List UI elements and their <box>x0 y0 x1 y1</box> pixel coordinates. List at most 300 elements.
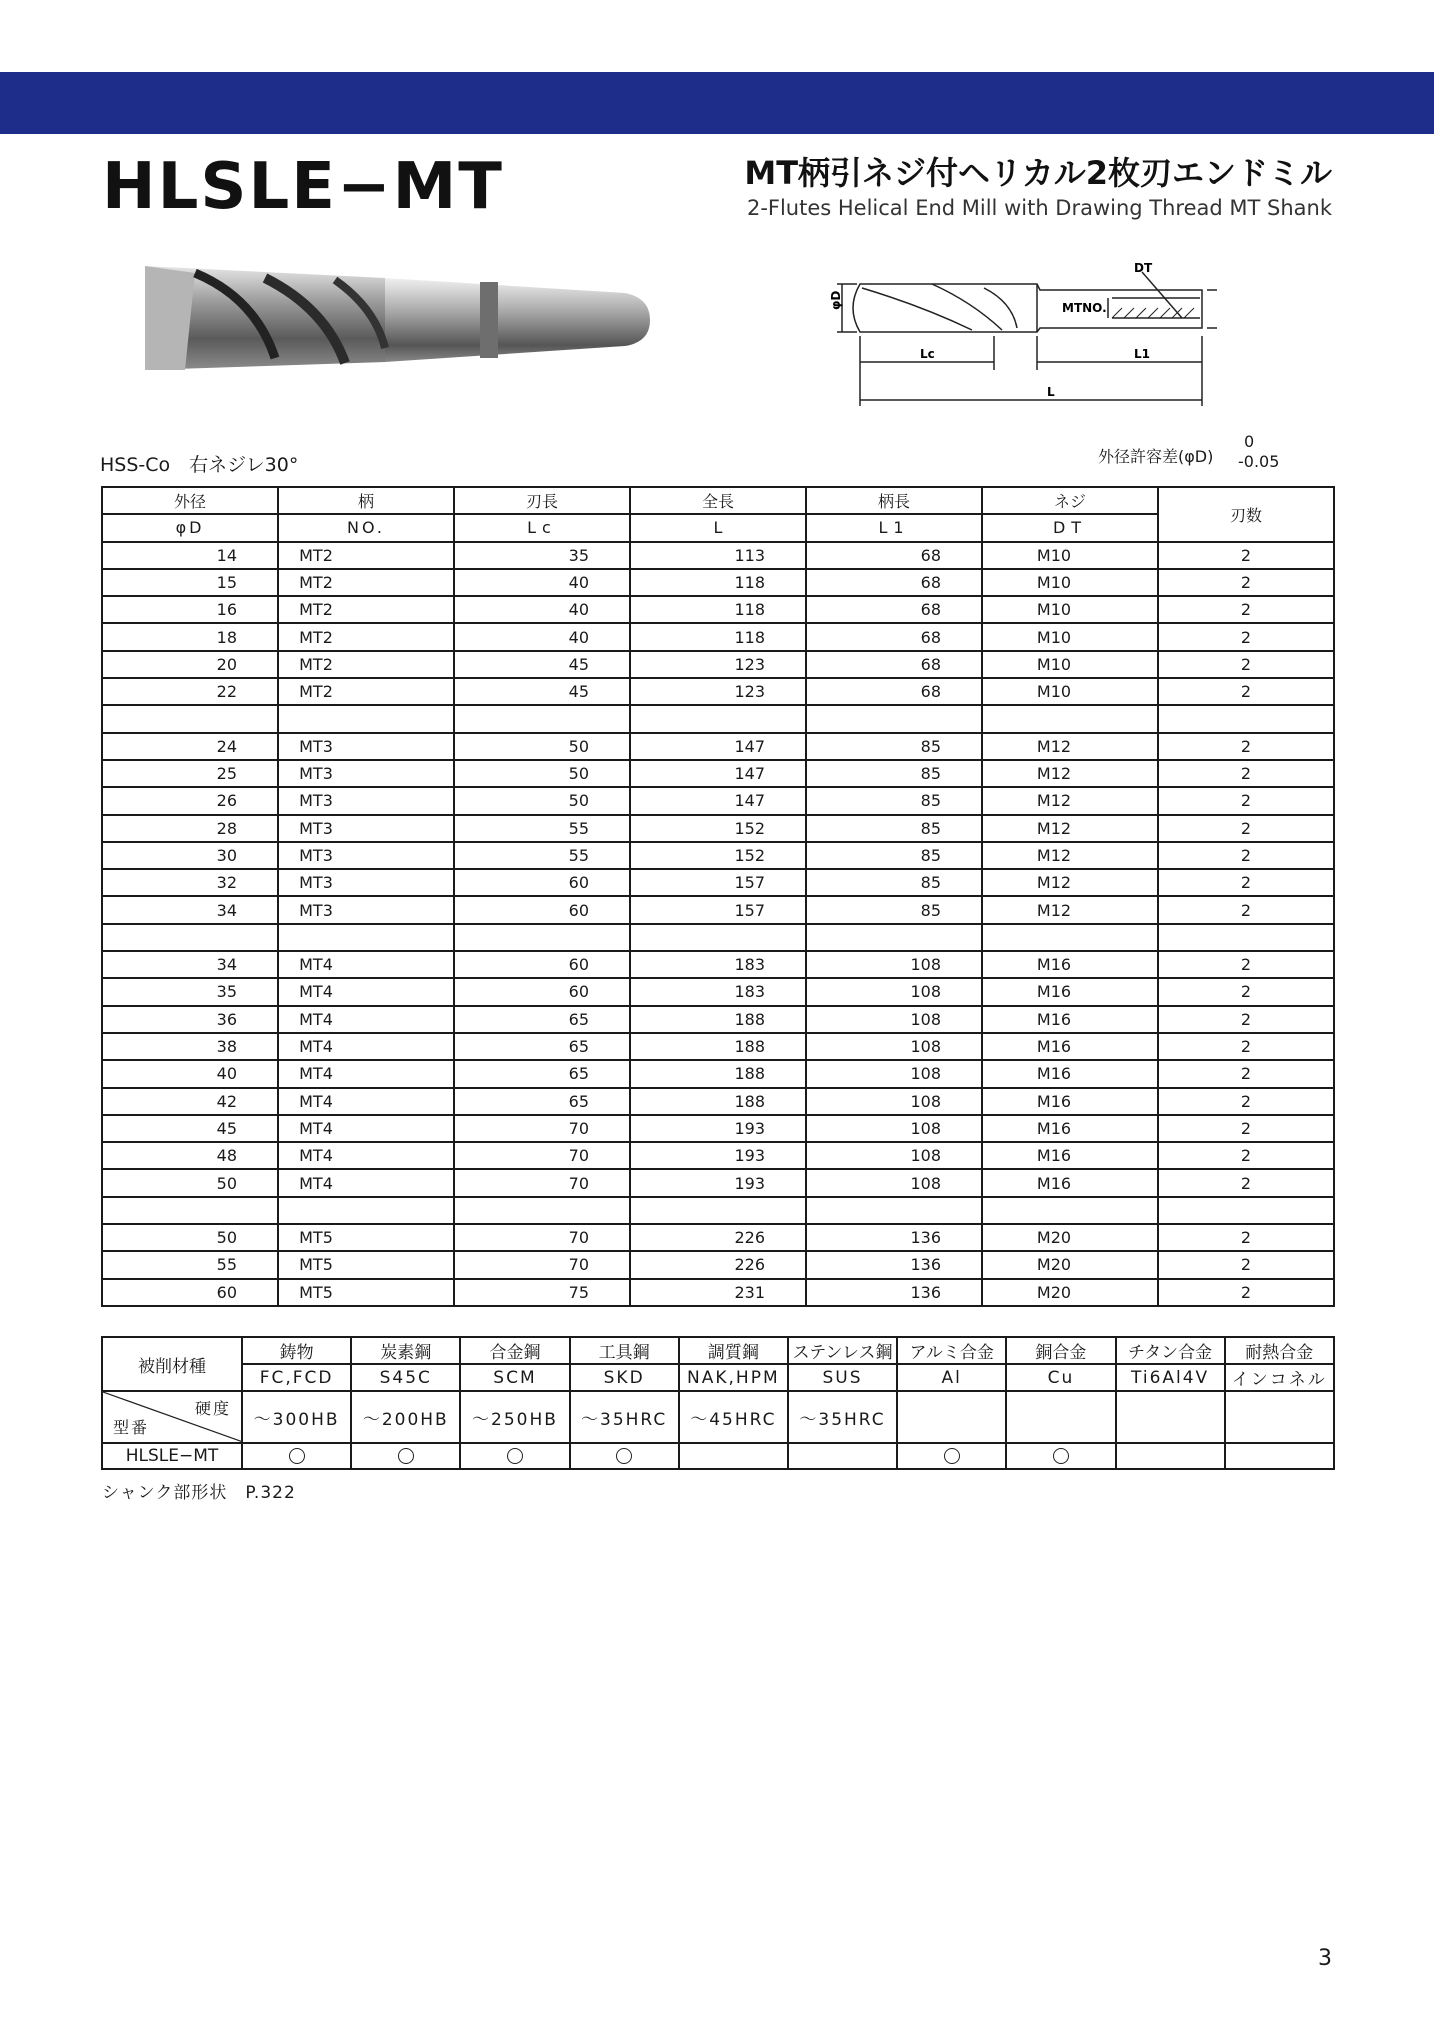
od-cell: 36 <box>102 1006 278 1033</box>
tolerance-label: 外径許容差(φD) <box>1098 447 1214 466</box>
thread-cell: M16 <box>982 978 1158 1005</box>
shank-no-cell: MT4 <box>278 1006 454 1033</box>
shank-length-cell: 108 <box>806 1033 982 1060</box>
shank-length-cell: 136 <box>806 1279 982 1306</box>
shank-no-cell: MT2 <box>278 542 454 569</box>
table-row <box>102 542 1334 569</box>
material-hardness: ～300HB <box>242 1391 351 1443</box>
flute-length-cell: 65 <box>454 1033 630 1060</box>
thread-cell: M10 <box>982 542 1158 569</box>
flute-length-cell: 60 <box>454 869 630 896</box>
overall-length-cell: 193 <box>630 1142 806 1169</box>
model-cell: HLSLE−MT <box>102 1443 242 1469</box>
thread-cell: M16 <box>982 1060 1158 1087</box>
shank-length-cell: 108 <box>806 1060 982 1087</box>
thread-cell: M16 <box>982 1033 1158 1060</box>
od-cell: 42 <box>102 1088 278 1115</box>
header-shank: 柄 <box>278 487 454 514</box>
od-cell: 34 <box>102 896 278 923</box>
model-title: HLSLE−MT <box>102 150 504 224</box>
thread-cell: M16 <box>982 951 1158 978</box>
shank-length-cell: 136 <box>806 1251 982 1278</box>
overall-length-cell: 118 <box>630 569 806 596</box>
table-row <box>102 1251 1334 1278</box>
shank-length-cell: 68 <box>806 542 982 569</box>
flutes-cell: 2 <box>1158 815 1334 842</box>
flutes-cell: 2 <box>1158 978 1334 1005</box>
flutes-cell: 2 <box>1158 1115 1334 1142</box>
material-hardness: ～35HRC <box>788 1391 897 1443</box>
suitable-circle-icon <box>616 1448 632 1464</box>
shank-length-cell: 108 <box>806 951 982 978</box>
thread-cell: M16 <box>982 1142 1158 1169</box>
material-code: Cu <box>1006 1364 1115 1391</box>
flute-length-cell: 45 <box>454 678 630 705</box>
header-sym-dt: DT <box>982 514 1158 541</box>
shank-no-cell: MT2 <box>278 596 454 623</box>
overall-length-cell: 188 <box>630 1088 806 1115</box>
shank-no-cell <box>278 1197 454 1224</box>
flute-length-cell: 70 <box>454 1115 630 1142</box>
product-title-en: 2-Flutes Helical End Mill with Drawing Thread MT Shank <box>746 196 1332 220</box>
shank-length-cell: 68 <box>806 569 982 596</box>
od-cell: 18 <box>102 623 278 650</box>
suitability-cell <box>1225 1443 1334 1469</box>
overall-length-cell: 188 <box>630 1033 806 1060</box>
material-name: チタン合金 <box>1116 1337 1225 1364</box>
overall-length-cell: 183 <box>630 951 806 978</box>
suitability-cell <box>788 1443 897 1469</box>
thread-cell <box>982 924 1158 951</box>
dimension-table <box>101 486 1335 1307</box>
thread-cell: M10 <box>982 569 1158 596</box>
material-name: 銅合金 <box>1006 1337 1115 1364</box>
od-cell: 16 <box>102 596 278 623</box>
table-row <box>102 978 1334 1005</box>
suitability-cell <box>1006 1443 1115 1469</box>
material-code: SCM <box>460 1364 569 1391</box>
table-row <box>102 705 1334 732</box>
header-sym-no: NO. <box>278 514 454 541</box>
table-row <box>102 1006 1334 1033</box>
thread-cell <box>982 1197 1158 1224</box>
shank-length-cell: 108 <box>806 978 982 1005</box>
suitability-cell <box>1116 1443 1225 1469</box>
od-cell: 38 <box>102 1033 278 1060</box>
flute-length-cell: 40 <box>454 596 630 623</box>
overall-length-cell <box>630 1197 806 1224</box>
table-row <box>102 1169 1334 1196</box>
material-code: インコネル <box>1225 1364 1334 1391</box>
overall-length-cell: 118 <box>630 623 806 650</box>
material-hardness: ～35HRC <box>570 1391 679 1443</box>
shank-no-cell: MT2 <box>278 678 454 705</box>
material-code: SUS <box>788 1364 897 1391</box>
overall-length-cell: 183 <box>630 978 806 1005</box>
thread-cell: M12 <box>982 896 1158 923</box>
flutes-cell: 2 <box>1158 1033 1334 1060</box>
od-cell: 25 <box>102 760 278 787</box>
flutes-cell: 2 <box>1158 760 1334 787</box>
shank-length-cell <box>806 924 982 951</box>
product-photo <box>135 258 655 382</box>
thread-cell: M16 <box>982 1115 1158 1142</box>
header-shank-length: 柄長 <box>806 487 982 514</box>
shank-no-cell: MT4 <box>278 978 454 1005</box>
flutes-cell: 2 <box>1158 896 1334 923</box>
table-row <box>102 651 1334 678</box>
table-row <box>102 1142 1334 1169</box>
od-cell: 15 <box>102 569 278 596</box>
shank-no-cell: MT3 <box>278 842 454 869</box>
shank-no-cell: MT4 <box>278 1115 454 1142</box>
flute-length-cell: 70 <box>454 1169 630 1196</box>
flutes-cell: 2 <box>1158 842 1334 869</box>
table-row <box>102 760 1334 787</box>
thread-cell: M20 <box>982 1251 1158 1278</box>
overall-length-cell <box>630 924 806 951</box>
flute-length-cell: 70 <box>454 1224 630 1251</box>
shank-no-cell: MT3 <box>278 896 454 923</box>
header-band <box>0 72 1434 134</box>
shank-length-cell: 85 <box>806 842 982 869</box>
material-name: 鋳物 <box>242 1337 351 1364</box>
product-title-ja: MT柄引ネジ付ヘリカル2枚刃エンドミル <box>744 154 1332 192</box>
shank-no-cell <box>278 924 454 951</box>
flute-length-cell: 45 <box>454 651 630 678</box>
od-cell: 35 <box>102 978 278 1005</box>
flute-length-cell: 55 <box>454 842 630 869</box>
flutes-cell: 2 <box>1158 651 1334 678</box>
shank-length-cell: 108 <box>806 1006 982 1033</box>
flutes-cell: 2 <box>1158 951 1334 978</box>
flute-length-cell: 60 <box>454 951 630 978</box>
thread-cell: M16 <box>982 1006 1158 1033</box>
flute-length-cell: 50 <box>454 733 630 760</box>
shank-no-cell <box>278 705 454 732</box>
tolerance-upper: 0 <box>1244 432 1255 451</box>
thread-cell: M12 <box>982 787 1158 814</box>
material-name: 調質鋼 <box>679 1337 788 1364</box>
od-cell: 28 <box>102 815 278 842</box>
overall-length-cell: 188 <box>630 1060 806 1087</box>
flute-length-cell: 35 <box>454 542 630 569</box>
od-cell: 55 <box>102 1251 278 1278</box>
flutes-cell <box>1158 924 1334 951</box>
dimension-diagram <box>812 258 1262 412</box>
flutes-cell: 2 <box>1158 787 1334 814</box>
shank-length-cell: 85 <box>806 869 982 896</box>
material-spec: HSS-Co 右ネジレ30° <box>100 454 299 476</box>
overall-length-cell: 147 <box>630 787 806 814</box>
od-cell: 30 <box>102 842 278 869</box>
material-code: Al <box>897 1364 1006 1391</box>
material-name: 耐熱合金 <box>1225 1337 1334 1364</box>
table-row <box>102 1033 1334 1060</box>
material-table <box>101 1336 1335 1470</box>
shank-length-cell: 85 <box>806 733 982 760</box>
shank-length-cell: 85 <box>806 896 982 923</box>
shank-no-cell: MT3 <box>278 787 454 814</box>
shank-no-cell: MT4 <box>278 1088 454 1115</box>
shank-reference-note: シャンク部形状 P.322 <box>102 1483 296 1503</box>
table-row <box>102 569 1334 596</box>
suitability-cell <box>679 1443 788 1469</box>
flutes-cell: 2 <box>1158 569 1334 596</box>
header-od: 外径 <box>102 487 278 514</box>
header-sym-lc: Lc <box>454 514 630 541</box>
shank-no-cell: MT2 <box>278 651 454 678</box>
flutes-cell <box>1158 705 1334 732</box>
flute-length-cell: 70 <box>454 1142 630 1169</box>
header-thread: ネジ <box>982 487 1158 514</box>
suitable-circle-icon <box>1053 1448 1069 1464</box>
page-number: 3 <box>1318 1946 1332 1971</box>
material-hardness: ～45HRC <box>679 1391 788 1443</box>
shank-length-cell <box>806 1197 982 1224</box>
od-cell: 48 <box>102 1142 278 1169</box>
table-row <box>102 951 1334 978</box>
phi-d-label: φD <box>829 290 843 310</box>
overall-length-cell: 152 <box>630 815 806 842</box>
shank-no-cell: MT5 <box>278 1279 454 1306</box>
table-row <box>102 815 1334 842</box>
shank-no-cell: MT4 <box>278 1033 454 1060</box>
od-cell: 32 <box>102 869 278 896</box>
od-cell: 14 <box>102 542 278 569</box>
flute-length-cell: 50 <box>454 760 630 787</box>
thread-cell <box>982 705 1158 732</box>
material-label: 被削材種 <box>102 1337 242 1391</box>
shank-no-cell: MT2 <box>278 623 454 650</box>
material-code: Ti6Al4V <box>1116 1364 1225 1391</box>
thread-cell: M20 <box>982 1224 1158 1251</box>
flute-length-cell <box>454 1197 630 1224</box>
flute-length-cell: 55 <box>454 815 630 842</box>
shank-no-cell: MT4 <box>278 1169 454 1196</box>
header-flute-length: 刃長 <box>454 487 630 514</box>
flutes-cell: 2 <box>1158 678 1334 705</box>
thread-cell: M10 <box>982 651 1158 678</box>
table-row <box>102 869 1334 896</box>
lc-label: Lc <box>920 347 935 361</box>
overall-length-cell: 157 <box>630 896 806 923</box>
material-hardness <box>1006 1391 1115 1443</box>
flute-length-cell: 40 <box>454 569 630 596</box>
shank-length-cell: 85 <box>806 787 982 814</box>
l-label: L <box>1047 385 1055 399</box>
flutes-cell: 2 <box>1158 869 1334 896</box>
od-cell: 60 <box>102 1279 278 1306</box>
shank-length-cell: 136 <box>806 1224 982 1251</box>
material-code: S45C <box>351 1364 460 1391</box>
shank-no-cell: MT4 <box>278 951 454 978</box>
tolerance-lower: -0.05 <box>1238 452 1280 471</box>
header-overall-length: 全長 <box>630 487 806 514</box>
flute-length-cell <box>454 924 630 951</box>
shank-length-cell: 68 <box>806 651 982 678</box>
shank-length-cell <box>806 705 982 732</box>
overall-length-cell: 226 <box>630 1224 806 1251</box>
od-cell: 50 <box>102 1169 278 1196</box>
shank-no-cell: MT4 <box>278 1142 454 1169</box>
suitability-cell <box>351 1443 460 1469</box>
header-sym-l: L <box>630 514 806 541</box>
od-cell: 34 <box>102 951 278 978</box>
od-cell: 20 <box>102 651 278 678</box>
material-name: 合金鋼 <box>460 1337 569 1364</box>
od-cell: 45 <box>102 1115 278 1142</box>
material-name: 炭素鋼 <box>351 1337 460 1364</box>
flutes-cell: 2 <box>1158 1142 1334 1169</box>
thread-cell: M12 <box>982 842 1158 869</box>
material-name: 工具鋼 <box>570 1337 679 1364</box>
suitable-circle-icon <box>398 1448 414 1464</box>
header-flutes: 刃数 <box>1158 487 1334 542</box>
od-cell: 26 <box>102 787 278 814</box>
overall-length-cell: 193 <box>630 1115 806 1142</box>
flutes-cell: 2 <box>1158 733 1334 760</box>
thread-cell: M10 <box>982 678 1158 705</box>
od-cell: 22 <box>102 678 278 705</box>
table-row <box>102 1060 1334 1087</box>
material-code: SKD <box>570 1364 679 1391</box>
od-cell: 40 <box>102 1060 278 1087</box>
thread-cell: M16 <box>982 1169 1158 1196</box>
shank-length-cell: 108 <box>806 1088 982 1115</box>
overall-length-cell: 157 <box>630 869 806 896</box>
thread-cell: M20 <box>982 1279 1158 1306</box>
table-row <box>102 733 1334 760</box>
flutes-cell: 2 <box>1158 623 1334 650</box>
hardness-type-cell <box>102 1391 242 1443</box>
mtno-label: MTNO. <box>1062 301 1107 315</box>
shank-length-cell: 85 <box>806 760 982 787</box>
thread-cell: M12 <box>982 869 1158 896</box>
flutes-cell: 2 <box>1158 1169 1334 1196</box>
flutes-cell: 2 <box>1158 1251 1334 1278</box>
shank-length-cell: 68 <box>806 678 982 705</box>
flute-length-cell: 70 <box>454 1251 630 1278</box>
suitability-cell <box>242 1443 351 1469</box>
flute-length-cell: 65 <box>454 1006 630 1033</box>
flute-length-cell: 60 <box>454 978 630 1005</box>
table-row <box>102 623 1334 650</box>
thread-cell: M10 <box>982 596 1158 623</box>
flute-length-cell: 65 <box>454 1060 630 1087</box>
overall-length-cell <box>630 705 806 732</box>
shank-no-cell: MT3 <box>278 733 454 760</box>
overall-length-cell: 147 <box>630 760 806 787</box>
header-sym-l1: L1 <box>806 514 982 541</box>
overall-length-cell: 123 <box>630 678 806 705</box>
overall-length-cell: 226 <box>630 1251 806 1278</box>
material-name: アルミ合金 <box>897 1337 1006 1364</box>
material-hardness: ～250HB <box>460 1391 569 1443</box>
shank-no-cell: MT4 <box>278 1060 454 1087</box>
table-row <box>102 842 1334 869</box>
flute-length-cell: 50 <box>454 787 630 814</box>
hardness-label: 硬度 <box>194 1399 231 1418</box>
overall-length-cell: 113 <box>630 542 806 569</box>
shank-length-cell: 68 <box>806 596 982 623</box>
suitable-circle-icon <box>289 1448 305 1464</box>
table-row <box>102 1279 1334 1306</box>
flutes-cell: 2 <box>1158 542 1334 569</box>
overall-length-cell: 118 <box>630 596 806 623</box>
od-cell <box>102 924 278 951</box>
suitability-cell <box>897 1443 1006 1469</box>
table-row <box>102 1224 1334 1251</box>
flutes-cell: 2 <box>1158 1088 1334 1115</box>
flutes-cell <box>1158 1197 1334 1224</box>
material-code: FC,FCD <box>242 1364 351 1391</box>
material-hardness <box>897 1391 1006 1443</box>
type-label: 型番 <box>113 1418 150 1437</box>
shank-no-cell: MT2 <box>278 569 454 596</box>
shank-no-cell: MT3 <box>278 760 454 787</box>
flute-length-cell: 60 <box>454 896 630 923</box>
table-row <box>102 896 1334 923</box>
l1-label: L1 <box>1134 347 1150 361</box>
shank-no-cell: MT3 <box>278 869 454 896</box>
od-cell <box>102 705 278 732</box>
flutes-cell: 2 <box>1158 1060 1334 1087</box>
flutes-cell: 2 <box>1158 1224 1334 1251</box>
table-row <box>102 1197 1334 1224</box>
dt-label: DT <box>1134 261 1153 275</box>
overall-length-cell: 147 <box>630 733 806 760</box>
shank-no-cell: MT5 <box>278 1251 454 1278</box>
flutes-cell: 2 <box>1158 1279 1334 1306</box>
material-hardness <box>1225 1391 1334 1443</box>
suitability-cell <box>460 1443 569 1469</box>
shank-length-cell: 108 <box>806 1115 982 1142</box>
flutes-cell: 2 <box>1158 1006 1334 1033</box>
table-row <box>102 1115 1334 1142</box>
material-hardness <box>1116 1391 1225 1443</box>
suitability-cell <box>570 1443 679 1469</box>
shank-length-cell: 85 <box>806 815 982 842</box>
table-row <box>102 596 1334 623</box>
table-row <box>102 678 1334 705</box>
thread-cell: M10 <box>982 623 1158 650</box>
thread-cell: M12 <box>982 760 1158 787</box>
shank-length-cell: 108 <box>806 1142 982 1169</box>
flute-length-cell: 65 <box>454 1088 630 1115</box>
overall-length-cell: 152 <box>630 842 806 869</box>
overall-length-cell: 188 <box>630 1006 806 1033</box>
flutes-cell: 2 <box>1158 596 1334 623</box>
shank-no-cell: MT5 <box>278 1224 454 1251</box>
flute-length-cell: 75 <box>454 1279 630 1306</box>
shank-length-cell: 108 <box>806 1169 982 1196</box>
suitable-circle-icon <box>507 1448 523 1464</box>
thread-cell: M12 <box>982 733 1158 760</box>
material-name: ステンレス鋼 <box>788 1337 897 1364</box>
table-row <box>102 924 1334 951</box>
header-sym-phid: φD <box>102 514 278 541</box>
shank-no-cell: MT3 <box>278 815 454 842</box>
od-cell: 50 <box>102 1224 278 1251</box>
flute-length-cell: 40 <box>454 623 630 650</box>
suitable-circle-icon <box>944 1448 960 1464</box>
material-code: NAK,HPM <box>679 1364 788 1391</box>
overall-length-cell: 231 <box>630 1279 806 1306</box>
table-row <box>102 1088 1334 1115</box>
thread-cell: M16 <box>982 1088 1158 1115</box>
overall-length-cell: 193 <box>630 1169 806 1196</box>
